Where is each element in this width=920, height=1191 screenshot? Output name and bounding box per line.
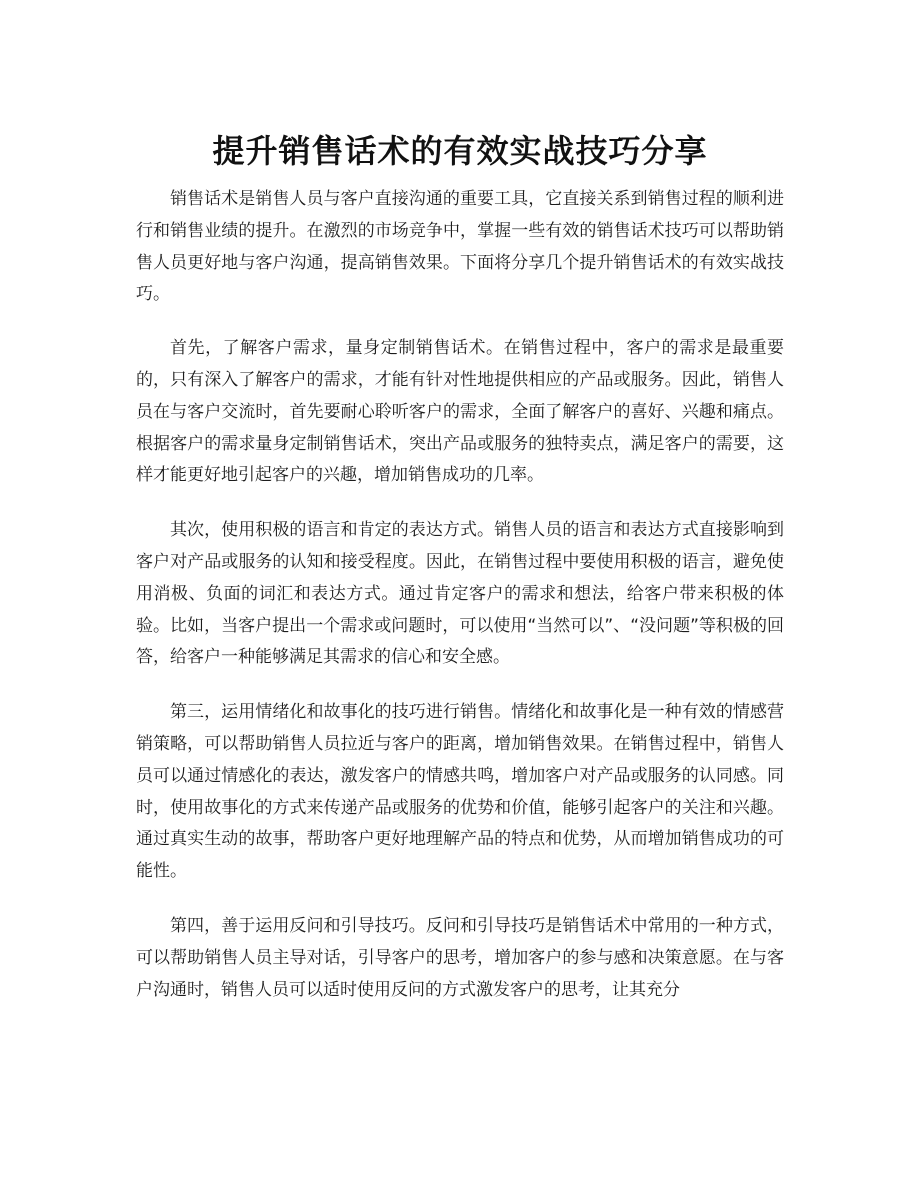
- paragraph-third-tip: 第三，运用情绪化和故事化的技巧进行销售。情绪化和故事化是一种有效的情感营销策略，可以帮助销售人员拉近与客户的距离，增加销售效果。在销售过程中，销售人员可以通过情感化的表达，激发客户的情感共鸣，增加客户对产品或服务的认同感。同时，使用故事化的方式来传递产品或服务的优势和价值，能够引起客户的关注和兴趣。通过真实生动的故事，帮助客户更好地理解产品的特点和优势，从而增加销售成功的可能性。: [136, 702, 784, 882]
- page-title: 提升销售话术的有效实战技巧分享: [212, 132, 708, 171]
- paragraph-intro: 销售话术是销售人员与客户直接沟通的重要工具，它直接关系到销售过程的顺利进行和销售业绩的提升。在激烈的市场竞争中，掌握一些有效的销售话术技巧可以帮助销售人员更好地与客户沟通，提高销售效果。下面将分享几个提升销售话术的有效实战技巧。: [136, 189, 784, 305]
- paragraph-first-tip: 首先，了解客户需求，量身定制销售话术。在销售过程中，客户的需求是最重要的，只有深入了解客户的需求，才能有针对性地提供相应的产品或服务。因此，销售人员在与客户交流时，首先要耐心聆听客户的需求，全面了解客户的喜好、兴趣和痛点。根据客户的需求量身定制销售话术，突出产品或服务的独特卖点，满足客户的需要，这样才能更好地引起客户的兴趣，增加销售成功的几率。: [136, 338, 784, 486]
- document-body: [136, 184, 784, 1029]
- paragraph-fourth-tip: 第四，善于运用反问和引导技巧。反问和引导技巧是销售话术中常用的一种方式，可以帮助销售人员主导对话，引导客户的思考，增加客户的参与感和决策意愿。在与客户沟通时，销售人员可以适时使用反问的方式激发客户的思考，让其充分: [136, 915, 784, 1000]
- paragraph-second-tip: 其次，使用积极的语言和肯定的表达方式。销售人员的语言和表达方式直接影响到客户对产品或服务的认知和接受程度。因此，在销售过程中要使用积极的语言，避免使用消极、负面的词汇和表达方式。通过肯定客户的需求和想法，给客户带来积极的体验。比如，当客户提出一个需求或问题时，可以使用“当然可以”、“没问题”等积极的回答，给客户一种能够满足其需求的信心和安全感。: [136, 520, 784, 668]
